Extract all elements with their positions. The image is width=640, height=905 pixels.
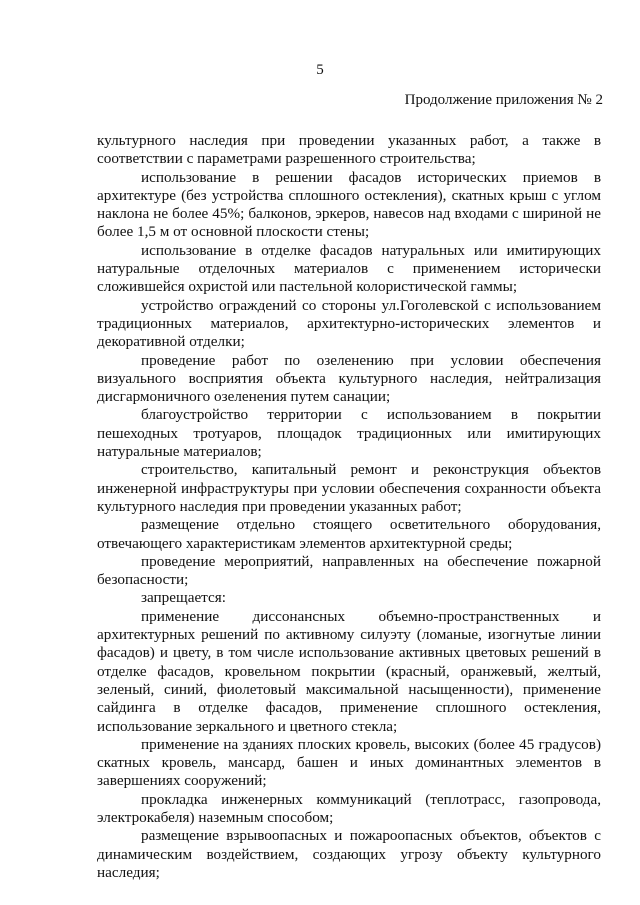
page-number: 5 xyxy=(316,62,324,78)
paragraph: применение диссонансных объемно-пространственных и архитектурных решений по активному силуэту (ломаные, изогнутые линии фасадов) и цвету, в том числе использование активных цветовых решений в отделке фасадов, кровельном покрытии (красный, оранжевый, желтый, зеленый, синий, фиолетовый максимальной насыщенности), применение сайдинга в отделке фасадов, применение сплошного остекления, использование зеркального и цветного стекла; xyxy=(97,607,601,735)
paragraph: проведение работ по озеленению при условии обеспечения визуального восприятия объекта культурного наследия, нейтрализация дисгармоничного озеленения путем санации; xyxy=(97,351,601,406)
paragraph: строительство, капитальный ремонт и реконструкция объектов инженерной инфраструктуры при условии обеспечения сохранности объекта культурного наследия при проведении указанных работ; xyxy=(97,461,601,515)
paragraph: культурного наследия при проведении указанных работ, а также в соответствии с параметрами разрешенного строительства; xyxy=(97,132,601,168)
paragraph: размещение отдельно стоящего осветительного оборудования, отвечающего характеристикам элементов архитектурной среды; xyxy=(97,516,601,552)
document-body xyxy=(97,132,601,882)
paragraph: проведение мероприятий, направленных на обеспечение пожарной безопасности; xyxy=(97,552,601,589)
paragraph: применение на зданиях плоских кровель, высоких (более 45 градусов) скатных кровель, мансард, башен и иных доминантных элементов в завершениях сооружений; xyxy=(97,735,601,790)
paragraph: благоустройство территории с использованием в покрытии пешеходных тротуаров, площадок традиционных или имитирующих натуральные материалов; xyxy=(97,406,601,461)
paragraph: использование в отделке фасадов натуральных или имитирующих натуральные отделочных материалов с применением исторически сложившейся охристой или пастельной колористической гаммы; xyxy=(97,241,601,296)
paragraph: использование в решении фасадов исторических приемов в архитектуре (без устройства сплошного остекления), скатных крыш с углом наклона не более 45%; балконов, эркеров, навесов над входами с шириной не более 1,5 м от основной плоскости стены; xyxy=(97,168,601,241)
paragraph-prohibited-heading: запрещается: xyxy=(141,589,226,607)
paragraph: размещение взрывоопасных и пожароопасных объектов, объектов с динамическим воздействием, создающих угрозу объекту культурного наследия; xyxy=(97,827,601,881)
appendix-continuation-label: Продолжение приложения № 2 xyxy=(404,92,603,108)
paragraph: прокладка инженерных коммуникаций (теплотрасс, газопровода, электрокабеля) наземным способом; xyxy=(97,790,601,826)
paragraph: устройство ограждений со стороны ул.Гоголевской с использованием традиционных материалов, архитектурно-исторических элементов и декоративной отделки; xyxy=(97,296,601,351)
